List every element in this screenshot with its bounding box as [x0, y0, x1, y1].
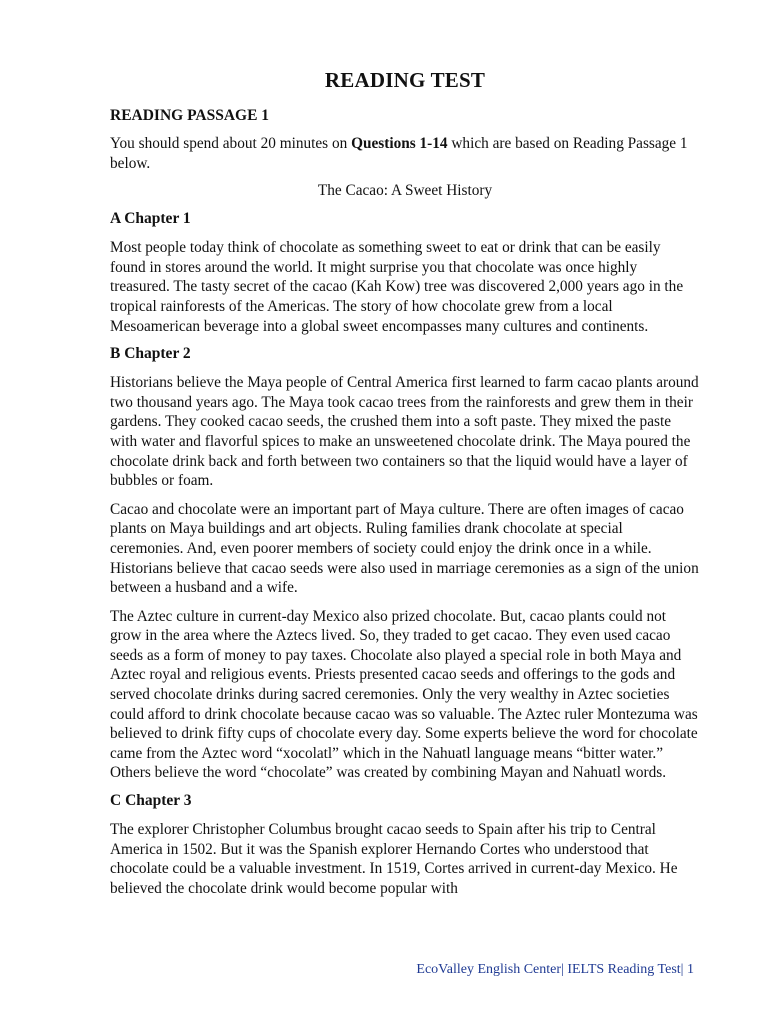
chapter-heading: A Chapter 1 [110, 210, 191, 228]
intro-paragraph [110, 134, 700, 173]
chapter-paragraph: Most people today think of chocolate as something sweet to eat or drink that can be easily found in stores around the world. It might surprise you that chocolate was once highly treasured. The tasty secret of the cacao (Kah Kow) tree was discovered 2,000 years ago in the tropical rainforests of the Americas. The story of how chocolate grew from a local Mesoamerican beverage into a global sweet encompasses many cultures and continents. [110, 239, 684, 335]
passage-heading: READING PASSAGE 1 [110, 107, 270, 124]
document-title: READING TEST [324, 68, 486, 92]
page-footer: EcoValley English Center| IELTS Reading Test| 1 [416, 962, 694, 977]
intro-text-before: You should spend about 20 minutes on [110, 135, 352, 152]
chapter-heading: B Chapter 2 [110, 345, 191, 363]
chapter-paragraph: The Aztec culture in current-day Mexico also prized chocolate. But, cacao plants could not grow in the area where the Aztecs lived. So, they traded to get cacao. They even used cacao seeds as a form of money to pay taxes. Chocolate also played a special role in both Maya and Aztec royal and religious events. Priests presented cacao seeds and offerings to the gods and served chocolate drinks during sacred ceremonies. Only the very wealthy in Aztec societies could afford to drink chocolate because cacao was so valuable. The Aztec ruler Montezuma was believed to drink fifty cups of chocolate every day. Some experts believe the word for chocolate came from the Aztec word “xocolatl” which in the Nahuatl language means “bitter water.” Others believe the word “chocolate” was created by combining Mayan and Nahuatl words. [110, 607, 698, 782]
intro-text-after: which are based on Reading Passage 1 below. [110, 135, 688, 172]
intro-questions-range: Questions 1-14 [351, 135, 448, 152]
chapter-heading: C Chapter 3 [110, 792, 192, 810]
document-page [110, 68, 700, 907]
chapter-paragraph: Cacao and chocolate were an important part of Maya culture. There are often images of cacao plants on Maya buildings and art objects. Ruling families drank chocolate at special ceremonies. And, even poorer members of society could enjoy the drink once in a while. Historians believe that cacao seeds were also used in marriage ceremonies as a sign of the union between a husband and a wife. [110, 500, 699, 597]
chapter-paragraph: The explorer Christopher Columbus brought cacao seeds to Spain after his trip to Central America in 1502. But it was the Spanish explorer Hernando Cortes who understood that chocolate could be a valuable investment. In 1519, Cortes arrived in current-day Mexico. He believed the chocolate drink would become popular with [110, 821, 678, 897]
chapter-paragraph: Historians believe the Maya people of Central America first learned to farm cacao plants around two thousand years ago. The Maya took cacao trees from the rainforests and grew them in their gardens. They cooked cacao seeds, the crushed them into a soft paste. They mixed the paste with water and flavorful spices to make an unsweetened chocolate drink. The Maya poured the chocolate drink back and forth between two containers so that the liquid would have a layer of bubbles or foam. [110, 374, 699, 490]
passage-title: The Cacao: A Sweet History [317, 182, 493, 200]
